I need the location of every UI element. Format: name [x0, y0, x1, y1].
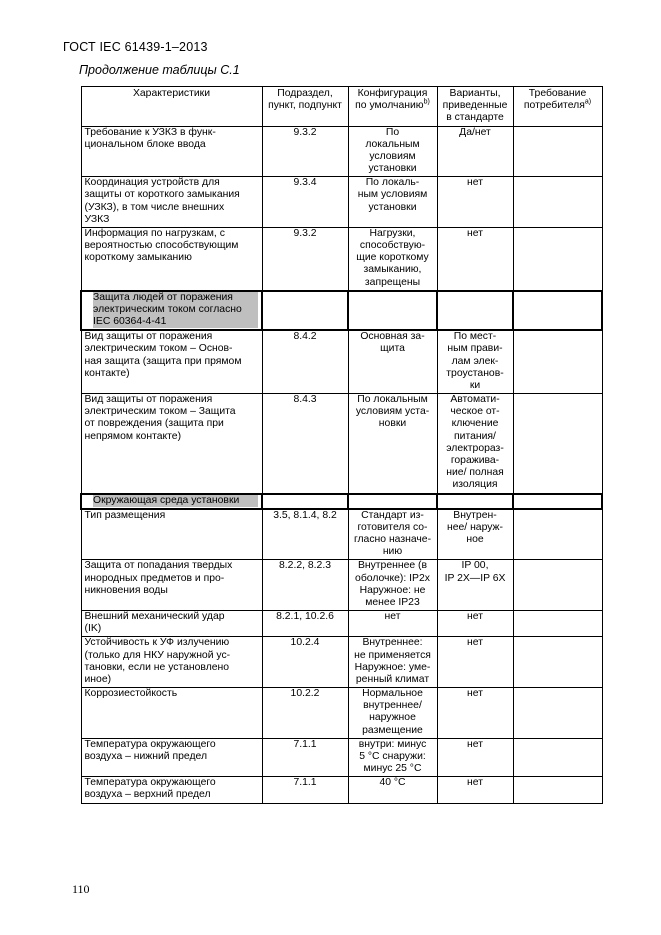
cell-line: 8.4.2	[293, 331, 317, 343]
cell-line: 8.4.3	[293, 394, 317, 406]
cell-line: не применяется	[354, 649, 431, 661]
variants-cell	[437, 330, 513, 393]
user-requirement-cell	[513, 177, 602, 228]
cell-line: размещение	[362, 724, 423, 736]
page-number: 110	[72, 882, 90, 896]
cell-line: нет	[467, 227, 483, 239]
subsection-cell	[262, 509, 348, 560]
user-requirement-cell	[513, 688, 602, 739]
characteristic-cell	[81, 738, 262, 777]
user-requirement-cell	[513, 560, 602, 611]
cell-line: Вид защиты от поражения	[84, 331, 213, 343]
characteristic-cell	[81, 688, 262, 739]
characteristic-cell	[81, 394, 262, 494]
cell-line: электрическим током – Основ-	[84, 343, 233, 355]
cell-line: Вид защиты от поражения	[84, 394, 213, 406]
characteristic-cell	[81, 227, 262, 290]
cell-line: лам элек-	[451, 355, 499, 367]
cell-line: 7.1.1	[293, 738, 317, 750]
cell-line: Информация по нагрузкам, с	[84, 227, 225, 239]
default-config-cell	[348, 509, 437, 560]
variants-cell	[437, 560, 513, 611]
cell-line: менее IP23	[365, 596, 420, 608]
header-line: Подраздел,	[277, 88, 333, 99]
cell-line: Нагрузки,	[369, 227, 416, 239]
cell-line: Основная за-	[360, 331, 425, 343]
cell-line: нет	[467, 777, 483, 789]
user-requirement-cell	[513, 611, 602, 637]
table-caption: Продолжение таблицы С.1	[79, 63, 240, 77]
characteristic-cell	[81, 777, 262, 803]
characteristic-cell	[81, 126, 262, 177]
cell-line: (IK)	[84, 623, 102, 635]
cell-line: Защита от попадания твердых	[84, 560, 233, 572]
header-line: Варианты,	[449, 88, 501, 99]
variants-cell	[437, 509, 513, 560]
cell-line: готовителя со-	[357, 521, 428, 533]
cell-line: По	[385, 126, 400, 138]
cell-line: щита	[380, 343, 405, 355]
cell-line: ренный климат	[355, 673, 430, 685]
cell-line: тановки, если не установлено	[84, 661, 230, 673]
default-config-cell	[348, 126, 437, 177]
header-characteristics	[81, 87, 262, 127]
cell-line: циональном блоке ввода	[84, 138, 206, 150]
cell-line: Внешний механический удар	[84, 611, 225, 623]
table-row	[81, 738, 602, 777]
cell-line: 9.3.2	[293, 227, 317, 239]
cell-line: замыканию,	[363, 264, 422, 276]
user-requirement-cell	[513, 738, 602, 777]
characteristic-cell	[81, 509, 262, 560]
cell-line: воздуха – нижний предел	[84, 750, 208, 762]
cell-line: нее/ наруж-	[447, 521, 503, 533]
default-config-cell	[348, 738, 437, 777]
cell-line: УЗКЗ	[84, 213, 110, 225]
header-line: Требование	[528, 88, 587, 99]
cell-line: Окружающая среда установки	[93, 495, 258, 507]
cell-line: электрическим током согласно	[93, 304, 258, 316]
characteristic-cell	[81, 291, 262, 331]
subsection-cell	[262, 330, 348, 393]
table-row	[81, 394, 602, 494]
cell-line: Тип размещения	[84, 509, 166, 521]
cell-line: нию	[382, 546, 403, 558]
table-row	[81, 126, 602, 177]
subsection-cell	[262, 227, 348, 290]
cell-line: нет	[467, 738, 483, 750]
table-row	[81, 330, 602, 393]
cell-line: 8.2.1, 10.2.6	[276, 611, 334, 623]
cell-line: Наружное: не	[359, 584, 426, 596]
table-header-row	[81, 87, 602, 127]
cell-line: 7.1.1	[293, 777, 317, 789]
cell-line: ние/ полная	[446, 467, 504, 479]
table-row	[81, 777, 602, 803]
cell-line: условиям уста-	[355, 406, 430, 418]
section-row	[81, 291, 602, 331]
cell-line: внутри: минус	[358, 738, 427, 750]
subsection-cell	[262, 291, 348, 331]
cell-line: 3.5, 8.1.4, 8.2	[273, 509, 337, 521]
cell-line: наружное	[369, 712, 416, 724]
cell-line: IP 2X—IP 6X	[444, 572, 506, 584]
header-line: пункт, подпункт	[268, 100, 342, 112]
user-requirement-cell	[513, 291, 602, 331]
header-line: потребителя	[523, 100, 585, 112]
cell-line: ки	[469, 379, 481, 391]
cell-line: щие короткому	[356, 252, 429, 264]
cell-line: нет	[384, 611, 401, 623]
cell-line: внутреннее/	[363, 700, 422, 712]
variants-cell	[437, 227, 513, 290]
subsection-cell	[262, 688, 348, 739]
cell-line: новки	[378, 418, 407, 430]
default-config-cell	[348, 227, 437, 290]
subsection-cell	[262, 126, 348, 177]
characteristic-cell	[81, 637, 262, 688]
footnote-ref: a)	[584, 98, 592, 106]
user-requirement-cell	[513, 637, 602, 688]
default-config-cell	[348, 637, 437, 688]
header-line: Конфигурация	[357, 88, 428, 99]
cell-line: 40 °С	[379, 777, 406, 789]
cell-line: способствую-	[359, 240, 426, 252]
header-user-requirement	[513, 87, 602, 127]
cell-line: нет	[467, 177, 483, 189]
cell-line: троустанов-	[446, 367, 504, 379]
standard-header: ГОСТ IEC 61439-1–2013	[63, 40, 208, 54]
characteristic-cell	[81, 611, 262, 637]
default-config-cell	[348, 330, 437, 393]
default-config-cell	[348, 560, 437, 611]
cell-line: 9.3.2	[293, 126, 317, 138]
characteristic-cell	[81, 560, 262, 611]
cell-line: короткому замыканию	[84, 252, 192, 264]
cell-line: Требование к УЗКЗ в функ-	[84, 126, 216, 138]
default-config-cell	[348, 494, 437, 509]
cell-line: Коррозиестойкость	[84, 688, 178, 700]
characteristic-cell	[81, 330, 262, 393]
cell-line: Защита людей от поражения	[93, 292, 258, 304]
cell-line: Да/нет	[459, 126, 491, 138]
cell-line: Стандарт из-	[361, 509, 424, 521]
cell-line: изоляция	[452, 479, 498, 491]
variants-cell	[437, 777, 513, 803]
cell-line: 10.2.4	[290, 637, 320, 649]
cell-line: ключение	[451, 418, 499, 430]
cell-line: Температура окружающего	[84, 738, 216, 750]
cell-line: нет	[467, 637, 483, 649]
cell-line: иное)	[84, 673, 112, 685]
cell-line: По мест-	[453, 331, 497, 343]
variants-cell	[437, 177, 513, 228]
cell-line: IP 00,	[461, 560, 489, 572]
cell-line: защиты от короткого замыкания	[84, 189, 240, 201]
table-row	[81, 177, 602, 228]
cell-line: никновения воды	[84, 584, 168, 596]
variants-cell	[437, 126, 513, 177]
subsection-cell	[262, 637, 348, 688]
variants-cell	[437, 611, 513, 637]
cell-line: ческое от-	[450, 406, 500, 418]
cell-line: По локаль-	[365, 177, 420, 189]
cell-line: питания/	[454, 430, 496, 442]
cell-line: непрямом контакте)	[84, 430, 182, 442]
footnote-ref: b)	[423, 98, 430, 106]
header-default-config	[348, 87, 437, 127]
cell-line: (только для НКУ наружной ус-	[84, 649, 231, 661]
header-line: в стандарте	[446, 112, 504, 124]
default-config-cell	[348, 688, 437, 739]
cell-line: ным условиям	[357, 189, 428, 201]
header-line: по умолчанию	[355, 100, 424, 112]
default-config-cell	[348, 394, 437, 494]
cell-line: запрещены	[364, 276, 421, 288]
table-row	[81, 688, 602, 739]
cell-line: минус 25 °С	[363, 763, 422, 775]
cell-line: Координация устройств для	[84, 177, 220, 189]
user-requirement-cell	[513, 394, 602, 494]
subsection-cell	[262, 177, 348, 228]
table-row	[81, 560, 602, 611]
cell-line: 5 °С снаружи:	[359, 750, 426, 762]
table-row	[81, 637, 602, 688]
section-row	[81, 494, 602, 509]
cell-line: ная защита (защита при прямом	[84, 355, 242, 367]
variants-cell	[437, 394, 513, 494]
cell-line: электрораз-	[446, 442, 504, 454]
cell-line: Устойчивость к УФ излучению	[84, 637, 230, 649]
cell-line: контакте)	[84, 367, 130, 379]
cell-line: установки	[368, 163, 417, 175]
table-body	[81, 126, 602, 803]
table-row	[81, 509, 602, 560]
user-requirement-cell	[513, 509, 602, 560]
cell-line: ное	[466, 534, 484, 546]
default-config-cell	[348, 291, 437, 331]
cell-line: По локальным	[357, 394, 428, 406]
cell-line: нет	[467, 688, 483, 700]
subsection-cell	[262, 560, 348, 611]
characteristic-cell	[81, 494, 262, 509]
cell-line: вероятностью способствующим	[84, 240, 239, 252]
spec-table	[80, 86, 603, 804]
default-config-cell	[348, 777, 437, 803]
cell-line: ным прави-	[447, 343, 503, 355]
cell-line: Наружное: уме-	[354, 661, 431, 673]
cell-line: Температура окружающего	[84, 777, 216, 789]
user-requirement-cell	[513, 227, 602, 290]
header-line: Характеристики	[132, 88, 211, 99]
cell-line: локальным	[365, 138, 420, 150]
cell-line: Внутреннее (в	[357, 560, 428, 572]
cell-line: 10.2.2	[290, 688, 320, 700]
default-config-cell	[348, 611, 437, 637]
cell-line: электрическим током – Защита	[84, 406, 236, 418]
variants-cell	[437, 688, 513, 739]
subsection-cell	[262, 394, 348, 494]
header-variants	[437, 87, 513, 127]
cell-line: (УЗКЗ), в том числе внешних	[84, 201, 225, 213]
cell-line: 9.3.4	[293, 177, 317, 189]
variants-cell	[437, 494, 513, 509]
cell-line: 8.2.2, 8.2.3	[279, 560, 331, 572]
cell-line: воздуха – верхний предел	[84, 789, 211, 801]
cell-line: Нормальное	[362, 688, 423, 700]
cell-line: от повреждения (защита при	[84, 418, 224, 430]
table-row	[81, 227, 602, 290]
default-config-cell	[348, 177, 437, 228]
subsection-cell	[262, 494, 348, 509]
cell-line: Внутрен-	[453, 509, 497, 521]
user-requirement-cell	[513, 126, 602, 177]
variants-cell	[437, 637, 513, 688]
header-line: приведенные	[442, 100, 508, 112]
cell-line: гласно назначе-	[353, 534, 432, 546]
subsection-cell	[262, 777, 348, 803]
table-row	[81, 611, 602, 637]
cell-line: нет	[467, 611, 483, 623]
characteristic-cell	[81, 177, 262, 228]
cell-line: условиям	[369, 150, 416, 162]
cell-line: Внутреннее:	[362, 637, 423, 649]
cell-line: инородных предметов и про-	[84, 572, 225, 584]
cell-line: установки	[368, 201, 417, 213]
user-requirement-cell	[513, 777, 602, 803]
subsection-cell	[262, 611, 348, 637]
subsection-cell	[262, 738, 348, 777]
cell-line: Автомати-	[450, 394, 500, 406]
variants-cell	[437, 738, 513, 777]
cell-line: горажива-	[450, 454, 500, 466]
cell-line: IEC 60364-4-41	[93, 316, 258, 328]
variants-cell	[437, 291, 513, 331]
user-requirement-cell	[513, 494, 602, 509]
header-subsection	[262, 87, 348, 127]
cell-line: оболочке): IP2x	[355, 572, 430, 584]
user-requirement-cell	[513, 330, 602, 393]
